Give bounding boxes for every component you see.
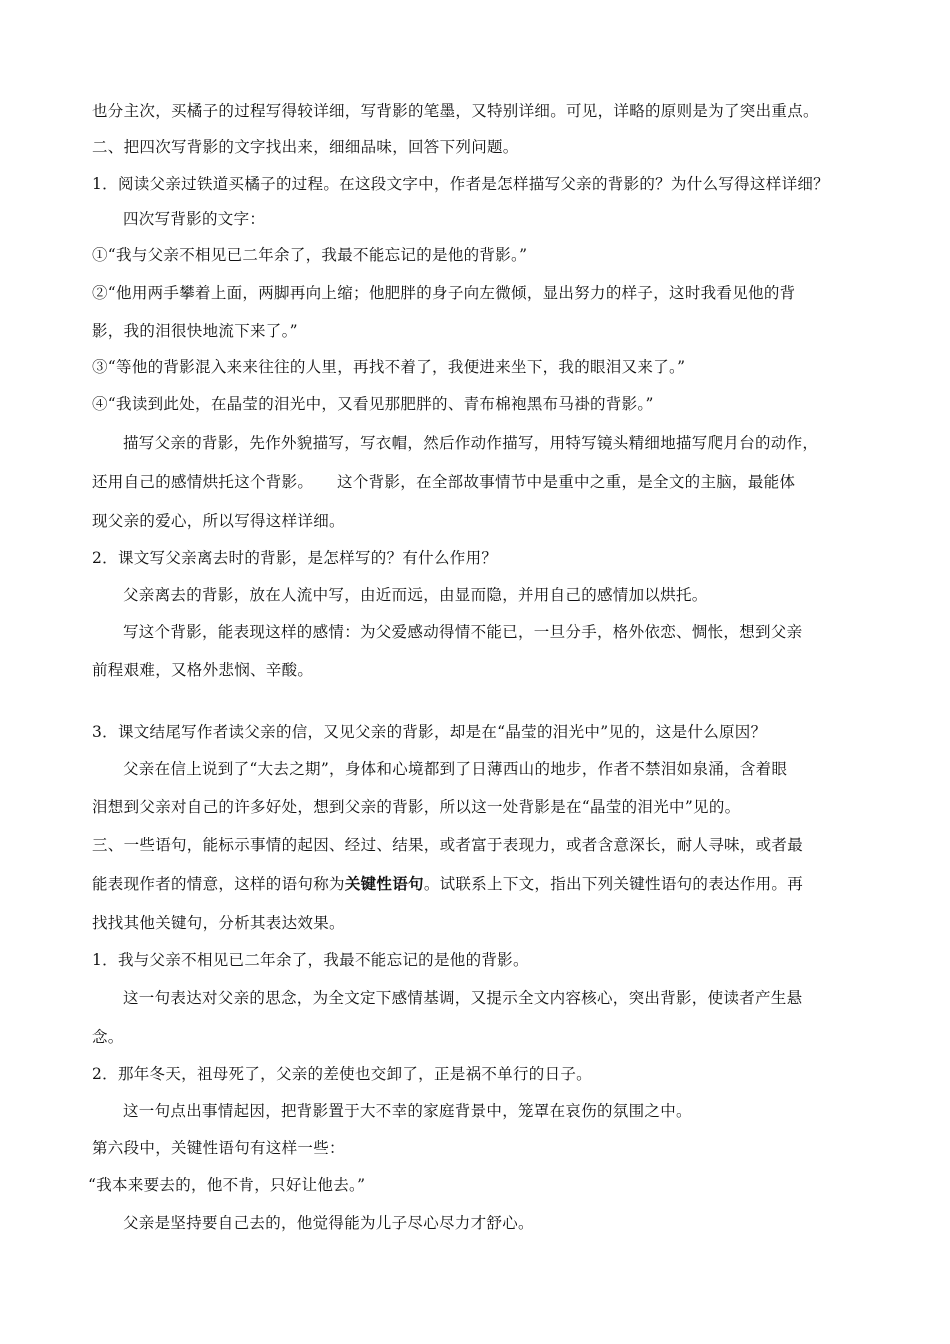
- answer-line: 泪想到父亲对自己的许多好处，想到父亲的背影，所以这一处背影是在“晶莹的泪光中”见的。: [92, 798, 741, 816]
- keyword-definition-line: [92, 874, 803, 894]
- text-segment: 。试联系上下文，指出下列关键性语句的表达作用。再: [423, 875, 804, 893]
- answer-line: 父亲是坚持要自己去的，他觉得能为儿子尽心尽力才舒心。: [123, 1214, 534, 1232]
- quote-line: “我本来要去的，他不肯，只好让他去。”: [88, 1176, 366, 1194]
- answer-line: 现父亲的爱心，所以写得这样详细。: [92, 512, 345, 530]
- quote-line: ①“我与父亲不相见已二年余了，我最不能忘记的是他的背影。”: [92, 246, 528, 264]
- question-line: 1．阅读父亲过铁道买橘子的过程。在这段文字中，作者是怎样描写父亲的背影的？为什么写得这样详细？: [92, 175, 829, 193]
- question-line: 2．那年冬天，祖母死了，父亲的差使也交卸了，正是祸不单行的日子。: [92, 1065, 592, 1083]
- answer-line: 还用自己的感情烘托这个背影。 这个背影，在全部故事情节中是重中之重，是全文的主脑，最能体: [92, 473, 796, 491]
- question-line: 2．课文写父亲离去时的背影，是怎样写的？有什么作用？: [92, 549, 498, 567]
- section-heading: 三、一些语句，能标示事情的起因、经过、结果，或者富于表现力，或者含意深长，耐人寻味，或者最: [92, 836, 804, 854]
- answer-line: 父亲离去的背影，放在人流中写，由近而远，由显而隐，并用自己的感情加以烘托。: [123, 586, 708, 604]
- question-line: 3．课文结尾写作者读父亲的信，又见父亲的背影，却是在“晶莹的泪光中”见的，这是什么原因？: [92, 723, 767, 741]
- quote-line: ④“我读到此处，在晶莹的泪光中，又看见那肥胖的、青布棉袍黑布马褂的背影。”: [92, 395, 654, 413]
- answer-line: 这一句点出事情起因，把背影置于大不幸的家庭背景中，笼罩在哀伤的氛围之中。: [123, 1102, 692, 1120]
- keyword-term: 关键性语句: [344, 875, 424, 893]
- text-line: 四次写背影的文字：: [123, 210, 266, 228]
- text-line: 找找其他关键句，分析其表达效果。: [92, 914, 345, 932]
- quote-line: ②“他用两手攀着上面，两脚再向上缩；他肥胖的身子向左微倾，显出努力的样子，这时我看见他的背: [92, 284, 796, 302]
- section-heading: 二、把四次写背影的文字找出来，细细品味，回答下列问题。: [92, 138, 519, 156]
- quote-line: 影，我的泪很快地流下来了。”: [92, 322, 298, 340]
- answer-line: 写这个背影，能表现这样的感情：为父爱感动得情不能已，一旦分手，格外依恋、惆怅，想到父亲: [123, 623, 803, 641]
- answer-line: 描写父亲的背影，先作外貌描写，写衣帽，然后作动作描写，用特写镜头精细地描写爬月台的动作，: [123, 434, 819, 452]
- answer-line: 念。: [92, 1028, 124, 1046]
- quote-line: ③“等他的背影混入来来往往的人里，再找不着了，我便进来坐下，我的眼泪又来了。”: [92, 358, 686, 376]
- answer-line: 前程艰难，又格外悲悯、辛酸。: [92, 661, 314, 679]
- answer-line: 父亲在信上说到了“大去之期”，身体和心境都到了日薄西山的地步，作者不禁泪如泉涌，含着眼: [123, 760, 788, 778]
- question-line: 1．我与父亲不相见已二年余了，我最不能忘记的是他的背影。: [92, 951, 529, 969]
- text-line: 也分主次，买橘子的过程写得较详细，写背影的笔墨，又特别详细。可见，详略的原则是为了突出重点。: [92, 102, 819, 120]
- text-segment: 能表现作者的情意，这样的语句称为: [92, 875, 345, 893]
- text-line: 第六段中，关键性语句有这样一些：: [92, 1139, 345, 1157]
- answer-line: 这一句表达对父亲的思念，为全文定下感情基调，又提示全文内容核心，突出背影，使读者产生悬: [123, 989, 803, 1007]
